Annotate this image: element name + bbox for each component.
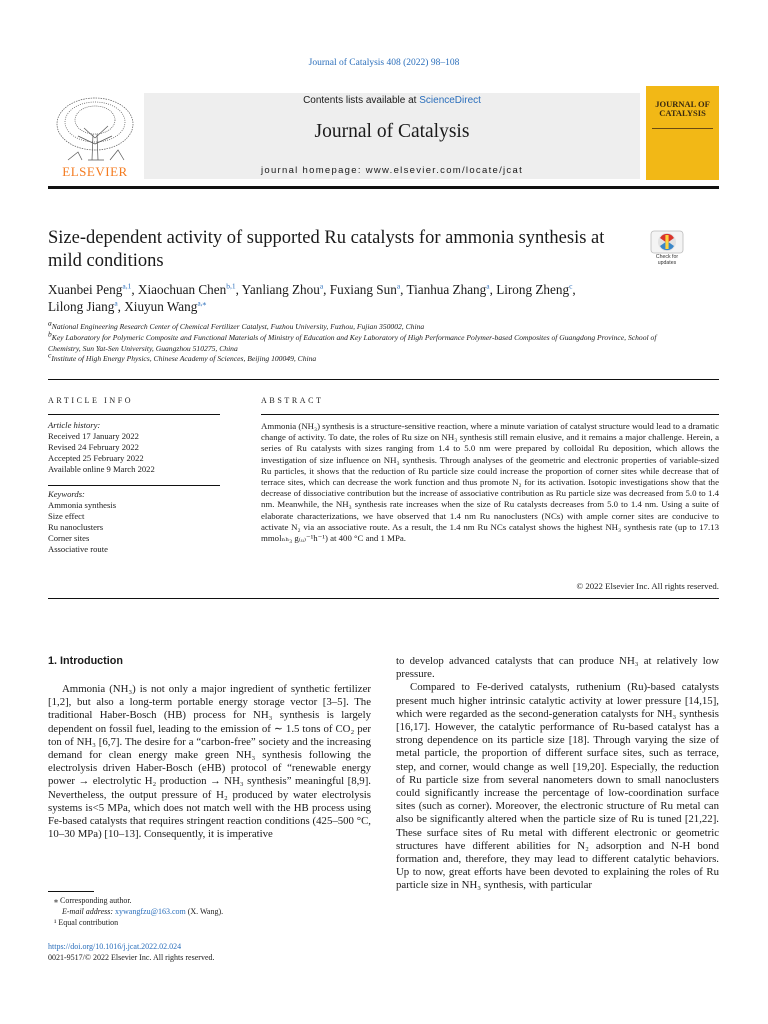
author-name[interactable]: Xiuyun Wang	[124, 299, 198, 314]
keywords	[48, 489, 228, 555]
author-name[interactable]: Yanliang Zhou	[241, 282, 320, 297]
introduction-heading: 1. Introduction	[48, 655, 123, 667]
history-accepted: Accepted 25 February 2022	[48, 453, 144, 463]
crossmark-icon	[650, 230, 684, 254]
affiliation-c	[48, 350, 688, 365]
author-name[interactable]: Lirong Zheng	[496, 282, 570, 297]
author-name[interactable]: Fuxiang Sun	[329, 282, 397, 297]
homepage-link[interactable]: www.elsevier.com/locate/jcat	[365, 165, 524, 176]
footnotes	[48, 895, 368, 928]
author-affiliation-marker[interactable]: a	[486, 281, 490, 291]
keyword: Associative route	[48, 544, 108, 554]
author[interactable]	[496, 282, 576, 297]
header-rule	[48, 186, 719, 189]
email-note	[48, 906, 368, 917]
cover-title: JOURNAL OF CATALYSIS	[655, 99, 710, 118]
author-affiliation-marker[interactable]: a	[319, 281, 324, 291]
affiliation-text: National Engineering Research Center of Chemical Fertilizer Catalyst, Fuzhou University, Fuzhou, Fujian 350002, China	[51, 322, 425, 331]
corresponding-author-note: ⁎ Corresponding author.	[54, 896, 132, 905]
issn-copyright: 0021-9517/© 2022 Elsevier Inc. All rights reserved.	[48, 953, 215, 962]
author-affiliation-marker[interactable]: c	[569, 281, 573, 291]
keywords-label: Keywords:	[48, 489, 85, 499]
author[interactable]	[124, 299, 206, 314]
elsevier-logo	[48, 94, 142, 180]
affiliation-a	[48, 318, 688, 333]
intro-paragraph: to develop advanced catalysts that can produce NH₃ at relatively low pressure.	[396, 655, 719, 681]
journal-cover-thumbnail[interactable]	[646, 86, 719, 180]
journal-title: Journal of Catalysis	[314, 121, 470, 142]
check-for-updates-badge[interactable]	[650, 230, 684, 266]
intro-left-column: Ammonia (NH₃) is not only a major ingredient of synthetic fertilizer [1,2], but also a long-term portable energy storage vector [3–5]. The traditional Haber-Bosch (HB) process for NH₃ synthesis is largely dependent on fossil fuel, leading to the emission of ∼ 1.5 tons of CO₂ per ton of NH₃ [6,7]. The desire for a “carbon-free” society and the increasing demand for clean energy make green NH₃ synthesis following the electrolysis driven Haber-Bosch (eHB) protocol of “renewable energy power → electrolytic H₂ production → NH₃ synthesis” meaningful [8,9]. Nevertheless, the output pressure of H₂ produced by water electrolysis systems is<5 MPa, which does not match well with the HB process using Fe-based catalysts that requires stringent reaction conditions (425–500 °C, 10–30 MPa) [10–13]. Consequently, it is imperative	[48, 683, 371, 841]
author[interactable]	[48, 299, 124, 314]
contents-line	[144, 95, 640, 106]
author-affiliation-marker[interactable]: a	[396, 281, 401, 291]
keyword: Corner sites	[48, 533, 90, 543]
journal-masthead	[144, 93, 640, 179]
author-separator: ,	[400, 282, 407, 297]
homepage-prefix: journal homepage:	[260, 165, 366, 176]
history-online: Available online 9 March 2022	[48, 464, 155, 474]
author-separator: ,	[489, 282, 497, 297]
intro-right-column	[396, 655, 719, 893]
equal-contribution-note: ¹ Equal contribution	[54, 918, 119, 927]
footnote-rule	[48, 891, 94, 892]
author-separator: ,	[572, 282, 576, 297]
article-info-rule	[48, 414, 220, 415]
author-separator: ,	[131, 282, 138, 297]
author-affiliation-marker[interactable]: b,1	[226, 281, 236, 291]
intro-paragraph: Compared to Fe-derived catalysts, ruthenium (Ru)-based catalysts present much higher intrinsic catalytic activity at lower pressure [14,15], which were regarded as the second-generation catalysts for NH₃ synthesis [16,17]. However, the catalytic performance of Ru-based catalyst has a strong dependence on its particle size [18]. Through varying the size of metal particle, the proportion of different surface sites, such as terrace, step, and corner, would change as well [19,20]. Especially, the reduction of Ru particle size from several nanometers down to small nanoclusters could significantly increase the percentage of low-coordination surface sites (such as corner). Moreover, the electronic structure of Ru metal can also be significantly altered when the particle size of Ru is tuned [21,22]. These surface sites of Ru metal with different electronic or geometric structures have different abilities for N₂ adsorption and N-H bond formation and, therefore, they may lead to different catalytic behaviors. Up to now, great efforts have been devoted to explaining the roles of Ru particle size in NH₃ synthesis, with particular	[396, 681, 719, 892]
article-info-heading: ARTICLE INFO	[48, 396, 134, 405]
cover-divider	[652, 128, 713, 129]
crossmark-label: Check for updates	[655, 254, 679, 266]
author-affiliation-marker[interactable]: a,⁎	[197, 298, 207, 308]
keyword: Size effect	[48, 511, 85, 521]
info-top-rule	[48, 379, 719, 380]
doi-link[interactable]: https://doi.org/10.1016/j.jcat.2022.02.024	[48, 942, 182, 951]
author-separator: ,	[117, 299, 125, 314]
abstract-copyright: © 2022 Elsevier Inc. All rights reserved.	[576, 581, 719, 591]
affiliation-text: Key Laboratory for Polymeric Composite and Functional Materials of Ministry of Education and Key Laboratory of High Performance Polymer-based Composites of Guangdong Province, School of Chemistry, Sun Yat-Sen University, Guangzhou 510275, China	[48, 333, 657, 353]
contents-prefix: Contents lists available at	[303, 95, 420, 106]
author-name[interactable]: Xuanbei Peng	[48, 282, 123, 297]
author-affiliation-marker[interactable]: a	[114, 298, 118, 308]
affiliation-b	[48, 329, 688, 354]
journal-citation[interactable]: Journal of Catalysis 408 (2022) 98–108	[308, 58, 460, 68]
abstract-bottom-rule	[48, 598, 719, 599]
affiliation-label: b	[48, 329, 52, 339]
email-label: E-mail address:	[62, 907, 116, 916]
author-name[interactable]: Tianhua Zhang	[406, 282, 487, 297]
author[interactable]	[138, 282, 242, 297]
keywords-rule	[48, 485, 220, 486]
author-separator: ,	[235, 282, 242, 297]
author[interactable]	[242, 282, 330, 297]
author[interactable]	[48, 282, 138, 297]
author-list	[48, 281, 713, 315]
abstract-heading: ABSTRACT	[261, 396, 324, 405]
homepage-line	[144, 165, 640, 176]
article-history	[48, 420, 228, 475]
email-link[interactable]: xywangfzu@163.com	[115, 907, 186, 916]
author-affiliation-marker[interactable]: a,1	[122, 281, 132, 291]
sciencedirect-link[interactable]: ScienceDirect	[419, 95, 481, 106]
author-name[interactable]: Xiaochuan Chen	[137, 282, 227, 297]
affiliation-label: c	[48, 350, 52, 360]
affiliation-text: Institute of High Energy Physics, Chinese Academy of Sciences, Beijing 100049, China	[51, 354, 317, 363]
history-revised: Revised 24 February 2022	[48, 442, 139, 452]
affiliation-label: a	[48, 318, 52, 328]
author[interactable]	[407, 282, 497, 297]
paper-title: Size-dependent activity of supported Ru catalysts for ammonia synthesis at mild conditions	[48, 228, 605, 271]
publisher-name: ELSEVIER	[62, 164, 128, 179]
article-history-label: Article history:	[48, 420, 101, 430]
keyword: Ru nanoclusters	[48, 522, 104, 532]
author-separator: ,	[323, 282, 330, 297]
author-name[interactable]: Lilong Jiang	[48, 299, 115, 314]
author[interactable]	[330, 282, 407, 297]
keyword: Ammonia synthesis	[48, 500, 117, 510]
abstract-rule	[261, 414, 719, 415]
email-suffix: (X. Wang).	[185, 907, 224, 916]
history-received: Received 17 January 2022	[48, 431, 139, 441]
abstract-text: Ammonia (NH₃) synthesis is a structure-sensitive reaction, where a minute variation of catalyst structure would lead to a dramatic change of activity. To date, the roles of Ru size on NH₃ synthesis still remain elusive, and it remains a major challenge. Herein, a series of Ru catalysts with sizes ranging from 1.4 to 5.0 nm were prepared by colloidal Ru deposition, which allows the investigation of size influence on NH₃ synthesis. Through analyses of the geometric and electronic properties of variable-sized Ru particles, it shows that the reduction of Ru particle size could increase the proportion of corner sites while decrease that of terrace sites, which can decrease the work function and thus promote N₂ for its activation. Isotopic investigations show that the decrease of dissociative contribution but the increase of associative contribution as Ru particle size was decreased from 5.0 to 1.4 nm. Meanwhile, the NH₃ synthesis rate increases when the size of Ru catalysts decreases from 5.0 to 1.4 nm. Using a suite of elaborate characterizations, we have observed that 1.4 nm Ru nanoclusters (NCs) with ample corner sites are conducive to activate N₂ via an associative route. As a result, the 1.4 nm Ru NCs catalyst shows the highest NH₃ synthesis rate (up to 17.13 mmolₙₕ₃ g₍ᵤ₎⁻¹h⁻¹) at 400 °C and 1 MPa.	[261, 421, 719, 544]
